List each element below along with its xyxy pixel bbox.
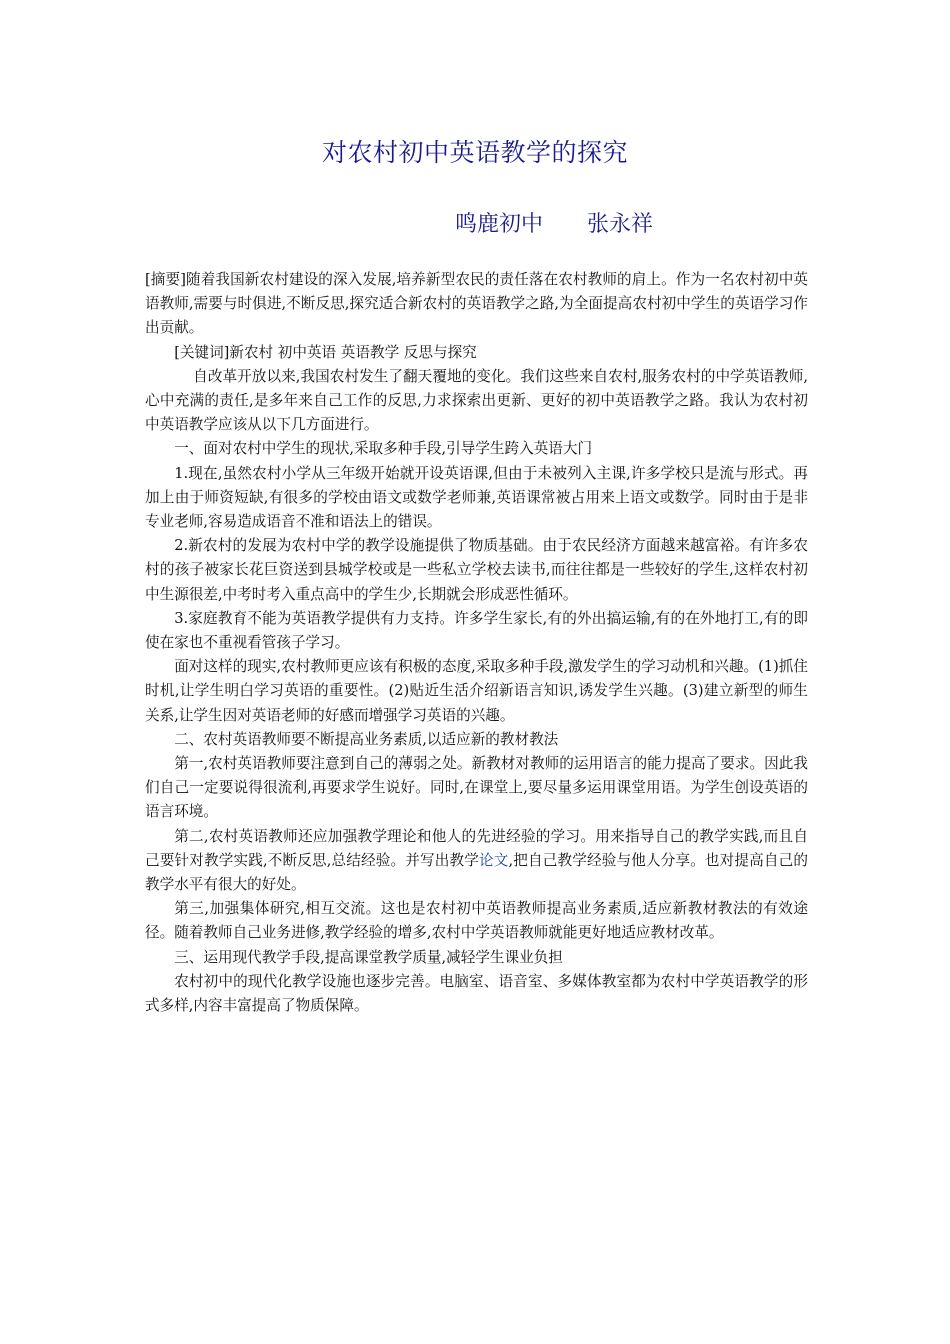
author-line	[455, 207, 653, 238]
body-paragraph: 农村初中的现代化教学设施也逐步完善。电脑室、语音室、多媒体教室都为农村中学英语教学的形式多样,内容丰富提高了物质保障。	[145, 972, 808, 1015]
paragraph-text: 第二,农村英语教师还应加强教学理论和他人的先进经验的学习。用来指导自己的教学实践,而且自己要针对教学实践,不断反思,总结经验。并写出教学	[145, 827, 808, 869]
author-name: 张永祥	[587, 212, 654, 237]
body-paragraph: 1.现在,虽然农村小学从三年级开始就开设英语课,但由于未被列入主课,许多学校只是流与形式。再加上由于师资短缺,有很多的学校由语文或数学老师兼,英语课常被占用来上语文或数学。同时由于是非专业老师,容易造成语音不准和语法上的错误。	[145, 464, 808, 531]
abstract-paragraph: [摘要]随着我国新农村建设的深入发展,培养新型农民的责任落在农村教师的肩上。作为一名农村初中英语教师,需要与时俱进,不断反思,探究适合新农村的英语教学之路,为全面提高农村初中学生的英语学习作出贡献。	[145, 271, 808, 337]
section-heading-2: 二、农村英语教师要不断提高业务素质,以适应新的教材教法	[174, 730, 559, 748]
section-heading-3: 三、运用现代教学手段,提高课堂教学质量,减轻学生课业负担	[174, 948, 563, 966]
intro-paragraph: 自改革开放以来,我国农村发生了翻天覆地的变化。我们这些来自农村,服务农村的中学英语教师,心中充满的责任,是多年来自己工作的反思,力求探索出更新、更好的初中英语教学之路。我认为农村初中英语教学应该从以下几方面进行。	[145, 367, 808, 434]
document-title: 对农村初中英语教学的探究	[321, 138, 628, 167]
body-paragraph: 2.新农村的发展为农村中学的教学设施提供了物质基础。由于农民经济方面越来越富裕。有许多农村的孩子被家长花巨资送到县城学校或是一些私立学校去读书,而往往都是一些较好的学生,这样农村初中生源很差,中考时考入重点高中的学生少,长期就会形成恶性循环。	[145, 537, 808, 603]
section-heading-1: 一、面对农村中学生的现状,采取多种手段,引导学生跨入英语大门	[174, 440, 593, 458]
body-paragraph	[145, 825, 808, 898]
document-body	[145, 268, 808, 1018]
body-paragraph: 第三,加强集体研究,相互交流。这也是农村初中英语教师提高业务素质,适应新教材教法的有效途径。随着教师自己业务进修,教学经验的增多,农村中学英语教师就能更好地适应教材改革。	[145, 900, 808, 942]
body-paragraph: 面对这样的现实,农村教师更应该有积极的态度,采取多种手段,激发学生的学习动机和兴趣。(1)抓住时机,让学生明白学习英语的重要性。(2)贴近生活介绍新语言知识,诱发学生兴趣。(3)建立新型的师生关系,让学生因对英语老师的好感而增强学习英语的兴趣。	[145, 658, 808, 724]
paper-link[interactable]: 论文	[478, 851, 509, 869]
school-name: 鸣鹿初中	[455, 212, 544, 237]
paragraph-text: ,把自己教学经验与他人分享。也对提高自己的教学水平有很大的好处。	[145, 851, 808, 894]
keywords-paragraph: [关键词]新农村 初中英语 英语教学 反思与探究	[174, 343, 477, 361]
body-paragraph: 3.家庭教育不能为英语教学提供有力支持。许多学生家长,有的外出搞运输,有的在外地打工,有的即使在家也不重视看管孩子学习。	[145, 609, 808, 652]
body-paragraph: 第一,农村英语教师要注意到自己的薄弱之处。新教材对教师的运用语言的能力提高了要求。因此我们自己一定要说得很流利,再要求学生说好。同时,在课堂上,要尽量多运用课堂用语。为学生创设英语的语言环境。	[145, 755, 808, 821]
